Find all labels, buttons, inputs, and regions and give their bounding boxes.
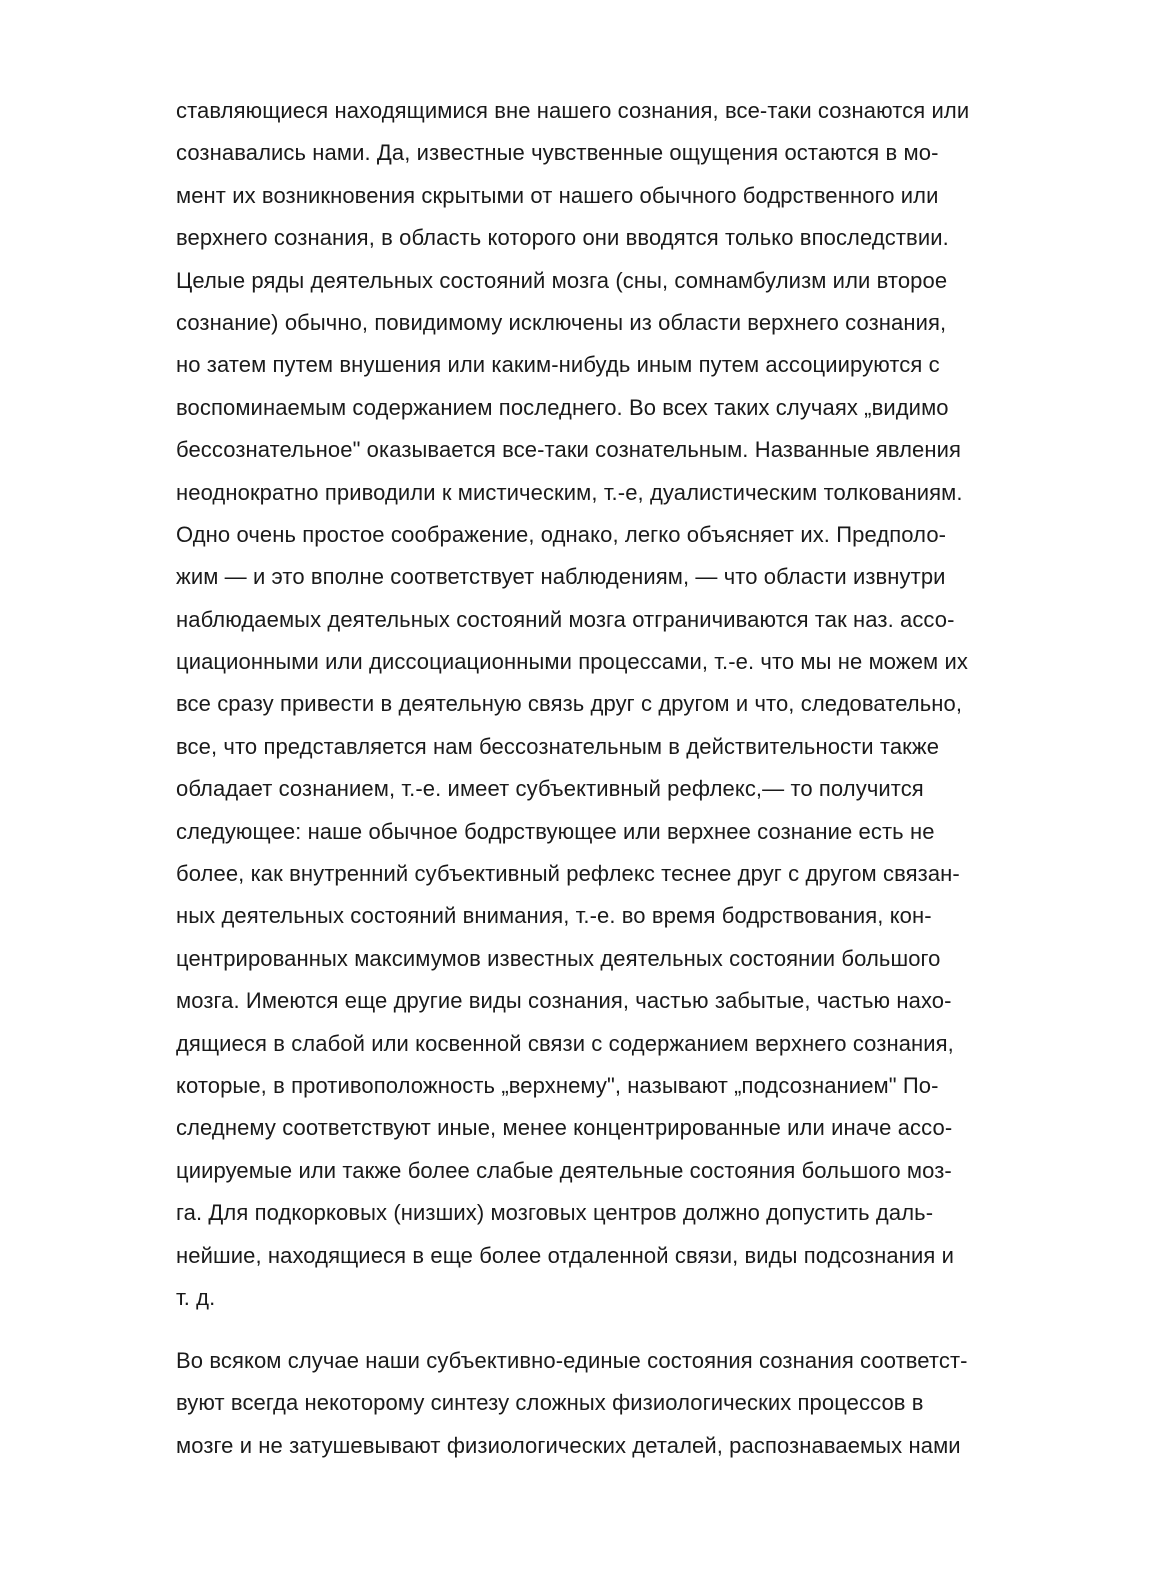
text-line: вуют всегда некоторому синтезу сложных физиологических процессов в [176, 1390, 924, 1416]
text-line: все сразу привести в деятельную связь друг с другом и что, следовательно, [176, 691, 963, 717]
text-line: следующее: наше обычное бодрствующее или верхнее сознание есть не [176, 818, 935, 844]
text-line: обладает сознанием, т.-е. имеет субъективный рефлекс,— то получится [176, 776, 924, 802]
text-line: центрированных максимумов известных деятельных состоянии большого [176, 945, 941, 971]
paragraph-1 [176, 90, 1056, 1319]
text-line: верхнего сознания, в область которого они вводятся только впоследствии. [176, 225, 949, 251]
text-line: все, что представляется нам бессознательным в действительности также [176, 733, 940, 759]
paragraph-2 [176, 1340, 1056, 1467]
text-line: ставляющиеся находящимися вне нашего сознания, все-таки сознаются или [176, 98, 970, 123]
text-line: Во всяком случае наши субъективно-единые состояния сознания соответст- [176, 1348, 968, 1373]
text-line: следнему соответствуют иные, менее концентрированные или иначе ассо- [176, 1115, 953, 1141]
text-line: ных деятельных состояний внимания, т.-е. во время бодрствования, кон- [176, 903, 932, 929]
text-line: неоднократно приводили к мистическим, т.-е, дуалистическим толкованиям. [176, 479, 963, 505]
text-line: воспоминаемым содержанием последнего. Во всех таких случаях „видимо [176, 394, 949, 420]
text-line: которые, в противоположность „верхнему", называют „подсознанием" По- [176, 1072, 939, 1098]
text-line: циируемые или также более слабые деятельные состояния большого моз- [176, 1157, 952, 1183]
text-line: т. д. [176, 1284, 216, 1310]
text-line: наблюдаемых деятельных состояний мозга отграничиваются так наз. ассо- [176, 606, 955, 632]
text-line: более, как внутренний субъективный рефлекс теснее друг с другом связан- [176, 861, 960, 887]
text-line: циационными или диссоциационными процессами, т.-е. что мы не можем их [176, 649, 968, 675]
text-line: жим — и это вполне соответствует наблюдениям, — что области извнутри [176, 564, 946, 590]
text-line: сознание) обычно, повидимому исключены из области верхнего сознания, [176, 309, 947, 335]
text-line: нейшие, находящиеся в еще более отдаленной связи, виды подсознания и [176, 1242, 955, 1268]
text-line: Целые ряды деятельных состояний мозга (сны, сомнамбулизм или второе [176, 267, 948, 293]
text-line: но затем путем внушения или каким-нибудь иным путем ассоциируются с [176, 352, 940, 378]
text-line: бессознательное" оказывается все-таки сознательным. Названные явления [176, 437, 962, 463]
text-line: Одно очень простое соображение, однако, легко объясняет их. Предполо- [176, 521, 947, 547]
text-line: дящиеся в слабой или косвенной связи с содержанием верхнего сознания, [176, 1030, 954, 1056]
text-line: сознавались нами. Да, известные чувственные ощущения остаются в мо- [176, 140, 939, 166]
text-line: мозге и не затушевывают физиологических деталей, распознаваемых нами [176, 1432, 961, 1458]
text-line: мент их возникновения скрытыми от нашего обычного бодрственного или [176, 182, 939, 208]
text-line: мозга. Имеются еще другие виды сознания, частью забытые, частью нахо- [176, 988, 952, 1014]
text-line: га. Для подкорковых (низших) мозговых центров должно допустить даль- [176, 1200, 934, 1226]
